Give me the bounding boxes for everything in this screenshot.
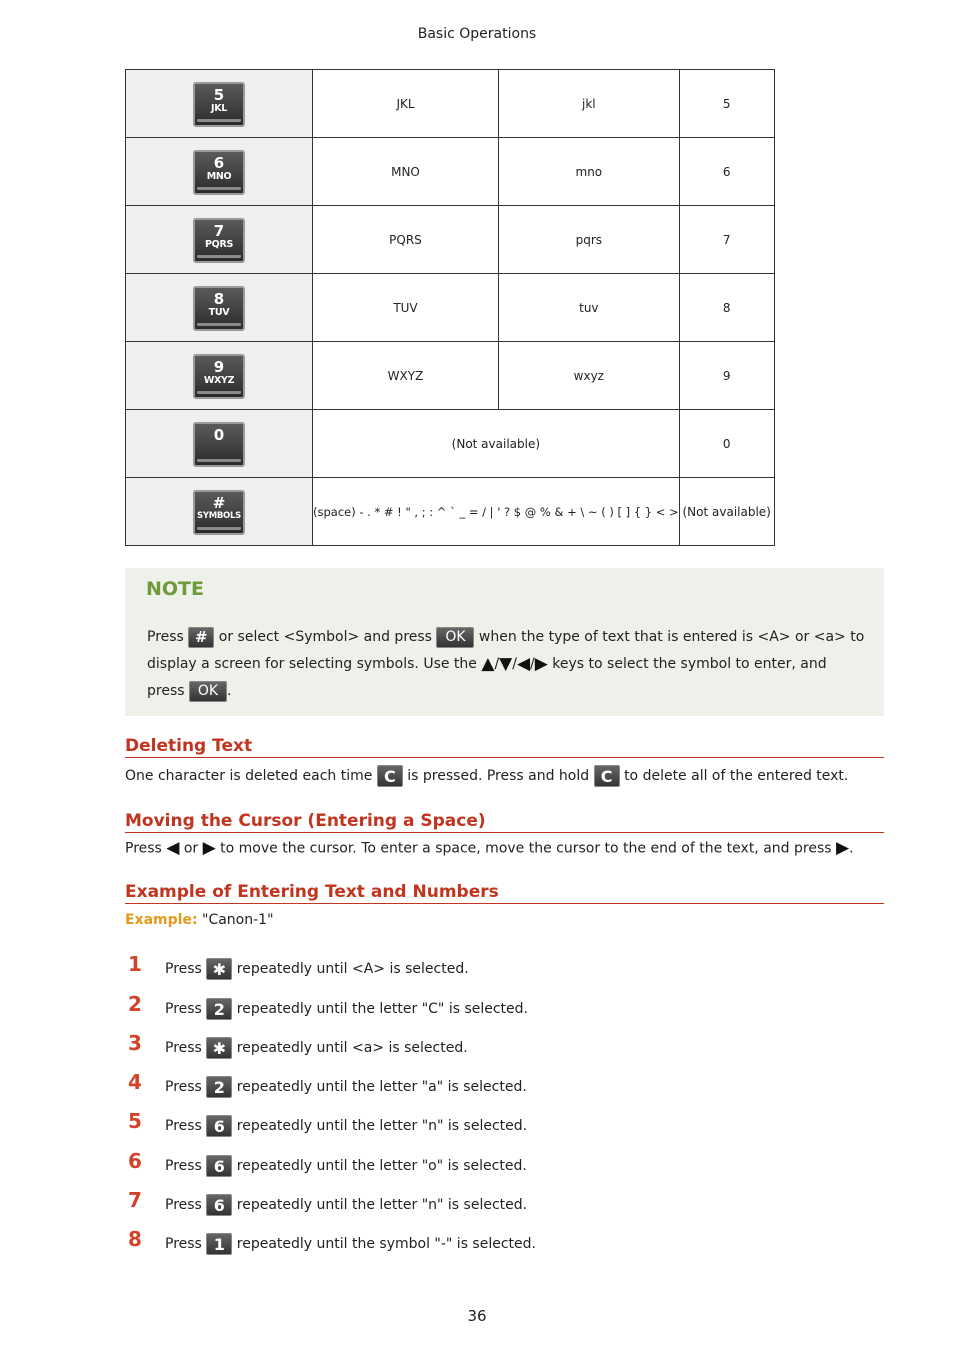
key-cell [126, 274, 313, 342]
merged-cell: (Not available) [313, 410, 680, 478]
step-item: 6 Press 6 repeatedly until the letter "o" is selected. [128, 1149, 527, 1176]
table-row [126, 478, 775, 546]
key-cell [126, 70, 313, 138]
ok-key-icon: OK [436, 627, 474, 648]
lowercase-cell: jkl [498, 70, 679, 138]
uppercase-cell: WXYZ [313, 342, 499, 410]
clear-key-icon: C [594, 765, 620, 787]
key-cell [126, 342, 313, 410]
table-row [126, 70, 775, 138]
page-header: Basic Operations [417, 26, 537, 42]
key-6-icon: 6 MNO [193, 150, 245, 195]
step-item: 8 Press 1 repeatedly until the symbol "-" is selected. [128, 1227, 536, 1254]
table-row [126, 274, 775, 342]
arrow-right-icon: ▶ [835, 838, 850, 858]
step-item: 1 Press ✱ repeatedly until <A> is selected. [128, 952, 469, 979]
number-cell: 9 [679, 342, 774, 410]
lowercase-cell: tuv [498, 274, 679, 342]
page-number: 36 [467, 1307, 487, 1325]
table-row [126, 410, 775, 478]
example-heading: Example of Entering Text and Numbers [125, 882, 884, 904]
uppercase-cell: MNO [313, 138, 499, 206]
example-value: "Canon-1" [202, 912, 274, 928]
moving-cursor-body: Press ◀ or ▶ to move the cursor. To enter a space, move the cursor to the end of the text, and press ▶. [125, 838, 854, 858]
key-9-icon: 9 WXYZ [193, 354, 245, 399]
number-cell: 6 [679, 138, 774, 206]
key-cell [126, 410, 313, 478]
key-0-icon: 0 [193, 422, 245, 467]
hash-key-icon: # [188, 627, 214, 648]
clear-key-icon: C [377, 765, 403, 787]
asterisk-key-icon: ✱ [206, 1037, 232, 1059]
arrow-left-icon: ◀ [166, 838, 180, 858]
deleting-text-heading: Deleting Text [125, 736, 884, 758]
moving-cursor-heading: Moving the Cursor (Entering a Space) [125, 811, 884, 833]
key-6-icon: 6 [206, 1194, 232, 1216]
note-text: Press # or select <Symbol> and press OK when the type of text that is entered is <A> or <a> to display a screen for selecting symbols. Use the ▲/▼/◀/▶ keys to select the symbol to enter, and press OK . [147, 624, 867, 705]
number-cell: 7 [679, 206, 774, 274]
key-2-icon: 2 [206, 998, 232, 1020]
table-row [126, 138, 775, 206]
key-cell [126, 478, 313, 546]
step-item: 5 Press 6 repeatedly until the letter "n" is selected. [128, 1109, 528, 1136]
step-item: 7 Press 6 repeatedly until the letter "n" is selected. [128, 1188, 528, 1215]
key-7-icon: 7 PQRS [193, 218, 245, 263]
arrow-right-icon: ▶ [202, 838, 216, 858]
key-6-icon: 6 [206, 1115, 232, 1137]
ok-key-icon: OK [189, 681, 227, 702]
key-5-icon: 5 JKL [193, 82, 245, 127]
key-2-icon: 2 [206, 1076, 232, 1098]
example-line [125, 912, 274, 928]
key-6-icon: 6 [206, 1155, 232, 1177]
arrow-left-icon: ◀ [516, 653, 531, 674]
lowercase-cell: wxyz [498, 342, 679, 410]
key-1-icon: 1 [206, 1233, 232, 1255]
arrow-up-icon: ▲ [481, 653, 495, 674]
number-cell: 0 [679, 410, 774, 478]
step-item: 3 Press ✱ repeatedly until <a> is selected. [128, 1031, 468, 1058]
lowercase-cell: pqrs [498, 206, 679, 274]
key-cell [126, 206, 313, 274]
deleting-text-body: One character is deleted each time C is pressed. Press and hold C to delete all of the entered text. [125, 766, 849, 786]
symbols-cell: (space) - . * # ! " , ; : ^ ` _ = / | ' ? $ @ % & + \ ~ ( ) [ ] { } < > [313, 478, 680, 546]
asterisk-key-icon: ✱ [206, 958, 232, 980]
number-cell: 5 [679, 70, 774, 138]
key-symbols-icon: # SYMBOLS [193, 490, 245, 535]
uppercase-cell: PQRS [313, 206, 499, 274]
table-row [126, 206, 775, 274]
uppercase-cell: JKL [313, 70, 499, 138]
key-character-table [125, 69, 775, 546]
arrow-down-icon: ▼ [499, 653, 513, 674]
key-cell [126, 138, 313, 206]
note-box [125, 568, 884, 716]
note-title: NOTE [146, 578, 204, 600]
table-row [126, 342, 775, 410]
step-item: 4 Press 2 repeatedly until the letter "a" is selected. [128, 1070, 527, 1097]
example-label: Example: [125, 912, 198, 928]
number-cell: (Not available) [679, 478, 774, 546]
number-cell: 8 [679, 274, 774, 342]
lowercase-cell: mno [498, 138, 679, 206]
key-8-icon: 8 TUV [193, 286, 245, 331]
uppercase-cell: TUV [313, 274, 499, 342]
arrow-right-icon: ▶ [534, 653, 548, 674]
step-item: 2 Press 2 repeatedly until the letter "C" is selected. [128, 992, 528, 1019]
